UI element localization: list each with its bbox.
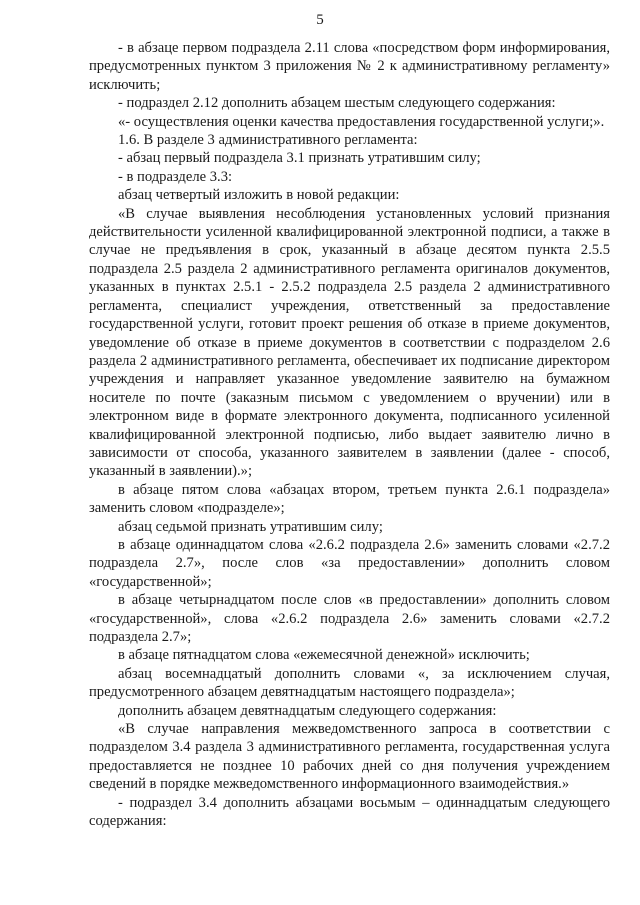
- paragraph: абзац четвертый изложить в новой редакции:: [118, 187, 400, 204]
- document-body: [89, 39, 610, 830]
- paragraph: - подраздел 2.12 дополнить абзацем шестым следующего содержания:: [118, 95, 556, 112]
- paragraph: дополнить абзацем девятнадцатым следующего содержания:: [118, 702, 497, 719]
- paragraph: «- осуществления оценки качества предоставления государственной услуги;».: [118, 113, 605, 130]
- paragraph: - в абзаце первом подраздела 2.11 слова «посредством форм информирования, предусмотренных пунктом 3 приложения № 2 к административному регламенту» исключить;: [89, 40, 610, 93]
- paragraph: - подраздел 3.4 дополнить абзацами восьмым – одиннадцатым следующего содержания:: [89, 794, 610, 830]
- paragraph: абзац восемнадцатый дополнить словами «, за исключением случая, предусмотренного абзацем девятнадцатым настоящего подраздела»;: [89, 665, 610, 701]
- page-number: 5: [316, 12, 324, 28]
- paragraph: - в подразделе 3.3:: [118, 168, 233, 185]
- paragraph: «В случае выявления несоблюдения установленных условий признания действительности усиленной квалифицированной электронной подписи, а также в случае не предъявления в срок, указанный в абзаце десятом пункта 2.5.5 подраздела 2.5 раздела 2 административного регламента оригиналов документов, указанных в пунктах 2.5.1 - 2.5.2 подраздела 2.5 раздела 2 административного регламента, специалист учреждения, ответственный за предоставление государственной услуги, готовит проект решения об отказе в приеме документов, уведомление об отказе в приеме документов в соответствии с подразделом 2.6 раздела 2 административного регламента, обеспечивает их подписание директором учреждения и направляет указанное уведомление заявителю на бумажном носителе по почте (заказным письмом с уведомлением о вручении) или в электронном виде в формате электронного документа, подписанного усиленной квалифицированной электронной подписью, либо выдает заявителю лично в зависимости от способа, указанного заявителем в заявлении (далее - способ, указанный в заявлении).»;: [89, 205, 610, 480]
- paragraph: в абзаце пятом слова «абзацах втором, третьем пункта 2.6.1 подраздела» заменить словом «подразделе»;: [89, 481, 610, 517]
- paragraph: в абзаце пятнадцатом слова «ежемесячной денежной» исключить;: [118, 647, 530, 664]
- paragraph: абзац седьмой признать утратившим силу;: [118, 518, 383, 535]
- paragraph: «В случае направления межведомственного запроса в соответствии с подразделом 3.4 раздела 3 административного регламента, государственная услуга предоставляется не позднее 10 рабочих дней со дня получения учреждением сведений в порядке межведомственного информационного взаимодействия.»: [89, 721, 610, 793]
- paragraph: 1.6. В разделе 3 административного регламента:: [118, 132, 418, 149]
- paragraph: - абзац первый подраздела 3.1 признать утратившим силу;: [118, 150, 481, 167]
- paragraph: в абзаце одиннадцатом слова «2.6.2 подраздела 2.6» заменить словами «2.7.2 подраздела 2.7», после слов «за предоставлении» дополнить словом «государственной»;: [89, 536, 610, 590]
- paragraph: в абзаце четырнадцатом после слов «в предоставлении» дополнить словом «государственной», слова «2.6.2 подраздела 2.6» заменить словами «2.7.2 подраздела 2.7»;: [89, 592, 610, 645]
